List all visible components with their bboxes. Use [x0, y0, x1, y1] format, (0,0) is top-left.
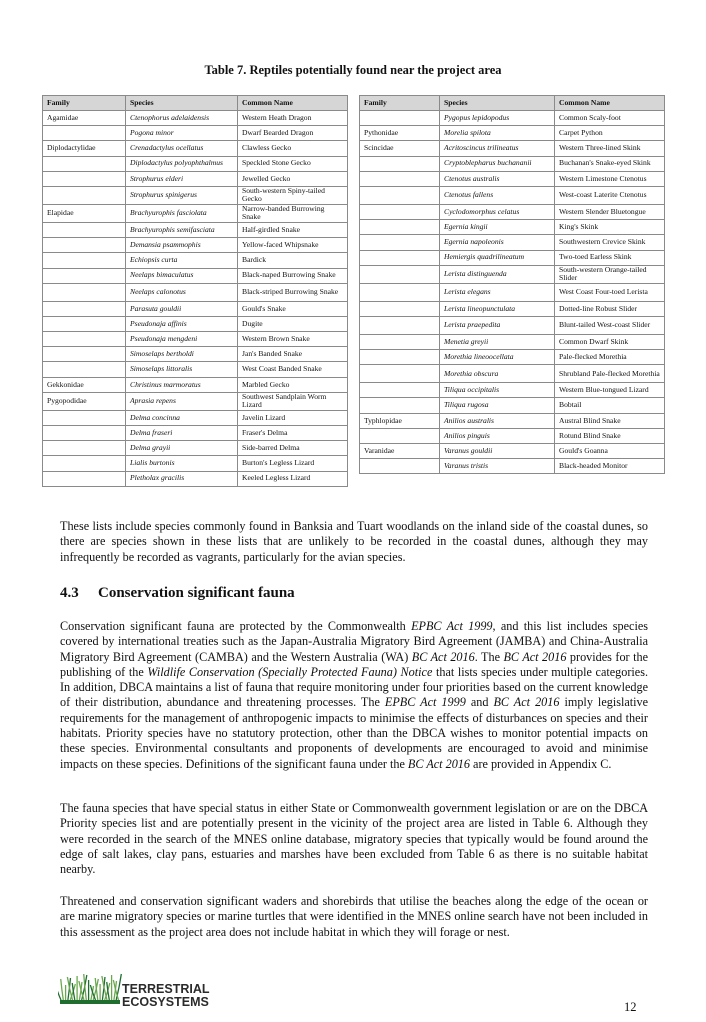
- family-cell: [43, 156, 126, 171]
- family-cell: [43, 441, 126, 456]
- family-cell: [360, 171, 440, 186]
- table-caption: Table 7. Reptiles potentially found near the project area: [204, 63, 502, 77]
- common-name-cell: Black-naped Burrowing Snake: [238, 268, 348, 283]
- species-cell: Delma grayii: [126, 441, 238, 456]
- family-cell: [360, 265, 440, 283]
- common-name-cell: Blunt-tailed West-coast Slider: [555, 316, 665, 334]
- common-name-cell: Gould's Snake: [238, 301, 348, 316]
- table-row: [360, 334, 665, 349]
- family-cell: Gekkonidae: [43, 377, 126, 392]
- common-name-cell: Southwestern Crevice Skink: [555, 235, 665, 250]
- table-row: [43, 204, 348, 222]
- paragraph-waders: Threatened and conservation significant waders and shorebirds that utilise the beaches along the edge of the ocean or are marine migratory species or marine turtles that were identified in the MNES online search have not been included in this assessment as the project area does not include habitat in which they will forage or nest.: [60, 894, 648, 939]
- common-name-cell: Yellow-faced Whipsnake: [238, 238, 348, 253]
- family-cell: [360, 111, 440, 126]
- table-row: [360, 365, 665, 383]
- reptiles-table-right: [359, 95, 665, 474]
- family-cell: [43, 253, 126, 268]
- species-cell: Hemiergis quadrilineatum: [440, 250, 555, 265]
- family-cell: Varanidae: [360, 444, 440, 459]
- family-cell: [360, 383, 440, 398]
- table-row: [43, 456, 348, 471]
- table-row: [43, 410, 348, 425]
- species-cell: Acritoscincus trilineatus: [440, 141, 555, 156]
- common-name-cell: Jan's Banded Snake: [238, 347, 348, 362]
- species-cell: Aprasia repens: [126, 392, 238, 410]
- header-species: Species: [440, 96, 555, 111]
- species-cell: Lerista distinguenda: [440, 265, 555, 283]
- family-cell: [43, 126, 126, 141]
- table-row: [43, 471, 348, 486]
- common-name-cell: Jewelled Gecko: [238, 171, 348, 186]
- species-cell: Simoselaps bertholdi: [126, 347, 238, 362]
- table-row: [360, 220, 665, 235]
- species-cell: Pygopus lepidopodus: [440, 111, 555, 126]
- common-name-cell: South-western Orange-tailed Slider: [555, 265, 665, 283]
- common-name-cell: Common Dwarf Skink: [555, 334, 665, 349]
- section-number: 4.3: [60, 585, 79, 601]
- species-cell: Anilios australis: [440, 413, 555, 428]
- species-cell: Pseudonaja mengdeni: [126, 332, 238, 347]
- table-row: [43, 377, 348, 392]
- table-row: [43, 268, 348, 283]
- species-cell: Varanus gouldii: [440, 444, 555, 459]
- family-cell: [360, 459, 440, 474]
- family-cell: [43, 268, 126, 283]
- family-cell: [360, 220, 440, 235]
- family-cell: [360, 186, 440, 204]
- table-row: [360, 444, 665, 459]
- species-cell: Pogona minor: [126, 126, 238, 141]
- common-name-cell: Carpet Python: [555, 126, 665, 141]
- family-cell: [43, 426, 126, 441]
- common-name-cell: Pale-flecked Morethia: [555, 350, 665, 365]
- family-cell: Elapidae: [43, 204, 126, 222]
- table-row: [360, 265, 665, 283]
- table-row: [360, 186, 665, 204]
- common-name-cell: Austral Blind Snake: [555, 413, 665, 428]
- common-name-cell: Fraser's Delma: [238, 426, 348, 441]
- common-name-cell: Shrubland Pale-flecked Morethia: [555, 365, 665, 383]
- family-cell: [43, 186, 126, 204]
- header-common-name: Common Name: [238, 96, 348, 111]
- species-cell: Delma fraseri: [126, 426, 238, 441]
- family-cell: Diplodactylidae: [43, 141, 126, 156]
- family-cell: [360, 250, 440, 265]
- header-family: Family: [43, 96, 126, 111]
- common-name-cell: Gould's Goanna: [555, 444, 665, 459]
- species-cell: Demansia psammophis: [126, 238, 238, 253]
- family-cell: Pygopodidae: [43, 392, 126, 410]
- table-row: [360, 459, 665, 474]
- species-cell: Cyclodomorphus celatus: [440, 204, 555, 219]
- table-row: [43, 126, 348, 141]
- logo-text-line2: ECOSYSTEMS: [122, 995, 209, 1009]
- table-row: [360, 171, 665, 186]
- table-row: [43, 186, 348, 204]
- family-cell: [360, 301, 440, 316]
- reptiles-table-left: [42, 95, 348, 487]
- family-cell: [43, 283, 126, 301]
- table-row: [360, 141, 665, 156]
- header-common-name: Common Name: [555, 96, 665, 111]
- species-cell: Strophurus spinigerus: [126, 186, 238, 204]
- family-cell: [360, 398, 440, 413]
- common-name-cell: Western Heath Dragon: [238, 111, 348, 126]
- species-cell: Brachyurophis semifasciata: [126, 222, 238, 237]
- table-row: [360, 398, 665, 413]
- common-name-cell: Rotund Blind Snake: [555, 428, 665, 443]
- table-row: [43, 426, 348, 441]
- common-name-cell: Western Limestone Ctenotus: [555, 171, 665, 186]
- species-cell: Tiliqua occipitalis: [440, 383, 555, 398]
- species-cell: Ctenophorus adelaidensis: [126, 111, 238, 126]
- species-cell: Tiliqua rugosa: [440, 398, 555, 413]
- common-name-cell: Half-girdled Snake: [238, 222, 348, 237]
- species-cell: Varanus tristis: [440, 459, 555, 474]
- table-row: [360, 316, 665, 334]
- common-name-cell: Two-toed Earless Skink: [555, 250, 665, 265]
- logo-text-line1: TERRESTRIAL: [122, 982, 210, 996]
- table-row: [360, 413, 665, 428]
- family-cell: [360, 283, 440, 301]
- family-cell: [43, 410, 126, 425]
- species-cell: Delma concinna: [126, 410, 238, 425]
- species-cell: Egernia napoleonis: [440, 235, 555, 250]
- common-name-cell: Black-striped Burrowing Snake: [238, 283, 348, 301]
- table-row: [360, 111, 665, 126]
- species-cell: Ctenotus fallens: [440, 186, 555, 204]
- species-cell: Cryptoblepharus buchananii: [440, 156, 555, 171]
- family-cell: [43, 347, 126, 362]
- family-cell: [360, 428, 440, 443]
- table-row: [43, 347, 348, 362]
- species-cell: Diplodactylus polyophthalmus: [126, 156, 238, 171]
- table-row: [43, 111, 348, 126]
- species-cell: Parasuta gouldii: [126, 301, 238, 316]
- family-cell: [43, 456, 126, 471]
- species-cell: Ctenotus australis: [440, 171, 555, 186]
- family-cell: Typhlopidae: [360, 413, 440, 428]
- table-row: [360, 350, 665, 365]
- species-cell: Neelaps calonotus: [126, 283, 238, 301]
- family-cell: [43, 238, 126, 253]
- common-name-cell: Burton's Legless Lizard: [238, 456, 348, 471]
- species-cell: Egernia kingii: [440, 220, 555, 235]
- common-name-cell: Keeled Legless Lizard: [238, 471, 348, 486]
- species-cell: Echiopsis curta: [126, 253, 238, 268]
- table-row: [360, 283, 665, 301]
- common-name-cell: Western Brown Snake: [238, 332, 348, 347]
- family-cell: [43, 171, 126, 186]
- section-heading: [60, 585, 295, 602]
- common-name-cell: Western Slender Bluetongue: [555, 204, 665, 219]
- section-title: Conservation significant fauna: [98, 585, 295, 601]
- table-row: [360, 204, 665, 219]
- header-family: Family: [360, 96, 440, 111]
- species-cell: Simoselaps littoralis: [126, 362, 238, 377]
- common-name-cell: Clawless Gecko: [238, 141, 348, 156]
- species-cell: Lialis burtonis: [126, 456, 238, 471]
- table-row: [360, 250, 665, 265]
- common-name-cell: Buchanan's Snake-eyed Skink: [555, 156, 665, 171]
- common-name-cell: Dotted-line Robust Slider: [555, 301, 665, 316]
- table-row: [360, 126, 665, 141]
- family-cell: [360, 204, 440, 219]
- species-cell: Morethia lineoocellata: [440, 350, 555, 365]
- common-name-cell: Marbled Gecko: [238, 377, 348, 392]
- family-cell: [43, 471, 126, 486]
- common-name-cell: Bardick: [238, 253, 348, 268]
- table-row: [43, 238, 348, 253]
- common-name-cell: Dwarf Bearded Dragon: [238, 126, 348, 141]
- species-cell: Anilios pinguis: [440, 428, 555, 443]
- table-row: [43, 156, 348, 171]
- family-cell: [360, 235, 440, 250]
- table-row: [43, 392, 348, 410]
- table-row: [360, 235, 665, 250]
- common-name-cell: West Coast Banded Snake: [238, 362, 348, 377]
- common-name-cell: Javelin Lizard: [238, 410, 348, 425]
- species-cell: Strophurus elderi: [126, 171, 238, 186]
- common-name-cell: Western Three-lined Skink: [555, 141, 665, 156]
- family-cell: [360, 334, 440, 349]
- family-cell: Agamidae: [43, 111, 126, 126]
- common-name-cell: Common Scaly-foot: [555, 111, 665, 126]
- species-cell: Morethia obscura: [440, 365, 555, 383]
- species-cell: Lerista elegans: [440, 283, 555, 301]
- family-cell: [43, 332, 126, 347]
- common-name-cell: Black-headed Monitor: [555, 459, 665, 474]
- family-cell: Pythonidae: [360, 126, 440, 141]
- table-row: [43, 283, 348, 301]
- paragraph-legislation: Conservation significant fauna are protected by the Commonwealth EPBC Act 1999, and this list includes species covered by international treaties such as the Japan-Australia Migratory Bird Agreement (JAMBA) and China-Australia Migratory Bird Agreement (CAMBA) and the Western Australia (WA) BC Act 2016. The BC Act 2016 provides for the publishing of the Wildlife Conservation (Specially Protected Fauna) Notice that lists species under multiple categories. In addition, DBCA maintains a list of fauna that require monitoring under four priorities based on the current knowledge of their distribution, abundance and threatening processes. The EPBC Act 1999 and BC Act 2016 imply legislative requirements for the management of anthropogenic impacts to minimise the effects of disturbances on species and their habitats. Priority species have no statutory protection, other than the DBCA wishes to monitor potential impacts on these species. Environmental consultants and proponents of developments are encouraged to avoid and minimise impacts on these species. Definitions of the significant fauna under the BC Act 2016 are provided in Appendix C.: [60, 619, 649, 771]
- family-cell: [360, 316, 440, 334]
- common-name-cell: Side-barred Delma: [238, 441, 348, 456]
- common-name-cell: West Coast Four-toed Lerista: [555, 283, 665, 301]
- family-cell: [43, 316, 126, 331]
- species-cell: Brachyurophis fasciolata: [126, 204, 238, 222]
- header-species: Species: [126, 96, 238, 111]
- common-name-cell: Narrow-banded Burrowing Snake: [238, 204, 348, 222]
- table-row: [43, 222, 348, 237]
- species-cell: Neelaps bimaculatus: [126, 268, 238, 283]
- table-row: [360, 301, 665, 316]
- common-name-cell: Western Blue-tongued Lizard: [555, 383, 665, 398]
- family-cell: [360, 365, 440, 383]
- species-cell: Christinus marmoratus: [126, 377, 238, 392]
- table-row: [43, 253, 348, 268]
- family-cell: [43, 301, 126, 316]
- table-row: [43, 141, 348, 156]
- common-name-cell: Bobtail: [555, 398, 665, 413]
- table-row: [43, 301, 348, 316]
- species-cell: Menetia greyii: [440, 334, 555, 349]
- grass-logo-icon: [58, 962, 228, 1014]
- table-row: [43, 441, 348, 456]
- species-cell: Pseudonaja affinis: [126, 316, 238, 331]
- table-row: [43, 316, 348, 331]
- table-row: [360, 383, 665, 398]
- table-row: [43, 362, 348, 377]
- common-name-cell: Southwest Sandplain Worm Lizard: [238, 392, 348, 410]
- species-cell: Morelia spilota: [440, 126, 555, 141]
- common-name-cell: West-coast Laterite Ctenotus: [555, 186, 665, 204]
- family-cell: [43, 222, 126, 237]
- species-cell: Lerista lineopunctulata: [440, 301, 555, 316]
- species-cell: Crenadactylus ocellatus: [126, 141, 238, 156]
- common-name-cell: South-western Spiny-tailed Gecko: [238, 186, 348, 204]
- family-cell: Scincidae: [360, 141, 440, 156]
- paragraph-woodland-species: These lists include species commonly found in Banksia and Tuart woodlands on the inland side of the coastal dunes, so there are species shown in these lists that are unlikely to be recorded in the coastal dunes, although they may infrequently be recorded as vagrants, particularly for the avian species.: [60, 519, 648, 564]
- paragraph-special-status: The fauna species that have special status in either State or Commonwealth government legislation or are on the DBCA Priority species list and are potentially present in the vicinity of the project area are listed in Table 6. Although they were recorded in the search of the MNES online database, migratory species that typically would be found around the edge of salt lakes, clay pans, estuaries and marshes have been excluded from Table 6 as there is no suitable habitat nearby.: [60, 801, 648, 877]
- table-row: [43, 171, 348, 186]
- common-name-cell: Dugite: [238, 316, 348, 331]
- family-cell: [43, 362, 126, 377]
- table-row: [43, 332, 348, 347]
- common-name-cell: King's Skink: [555, 220, 665, 235]
- table-row: [360, 428, 665, 443]
- species-cell: Pletholax gracilis: [126, 471, 238, 486]
- table-row: [360, 156, 665, 171]
- family-cell: [360, 350, 440, 365]
- species-cell: Lerista praepedita: [440, 316, 555, 334]
- page-number: 12: [624, 1000, 637, 1014]
- common-name-cell: Speckled Stone Gecko: [238, 156, 348, 171]
- terrestrial-ecosystems-logo: [58, 962, 228, 1014]
- family-cell: [360, 156, 440, 171]
